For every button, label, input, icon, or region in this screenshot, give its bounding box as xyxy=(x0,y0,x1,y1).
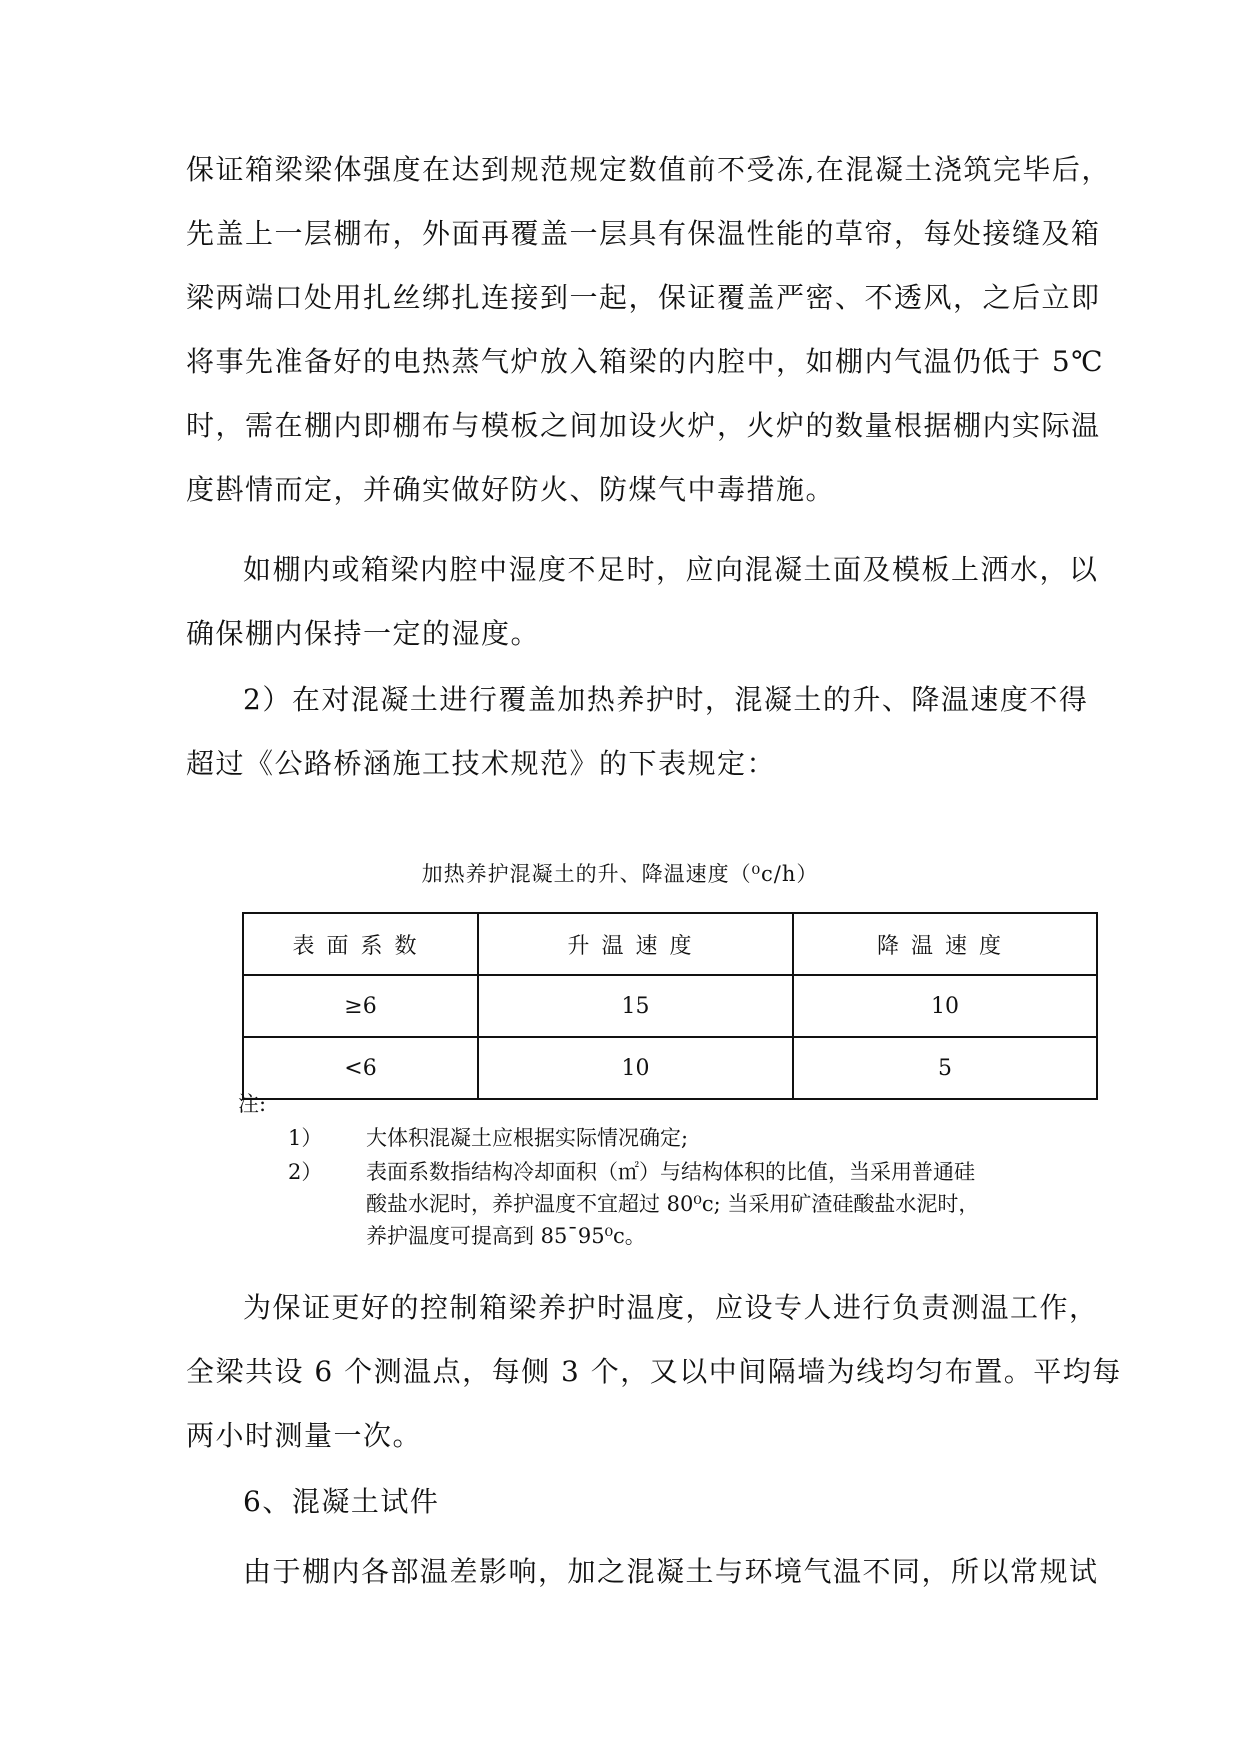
text-line: 度斟情而定，并确实做好防火、防煤气中毒措施。 xyxy=(186,473,836,506)
note-item xyxy=(238,1122,1098,1154)
note-item xyxy=(238,1156,1098,1252)
header-cooling-rate: 降温速度 xyxy=(793,913,1097,975)
section-heading: 6、混凝土试件 xyxy=(243,1485,440,1518)
text-line: 2）在对混凝土进行覆盖加热养护时，混凝土的升、降温速度不得 xyxy=(243,683,1089,716)
header-surface-coefficient: 表面系数 xyxy=(243,913,478,975)
text-line: 两小时测量一次。 xyxy=(186,1419,423,1452)
paragraph-specimens xyxy=(186,1540,1099,1604)
temperature-rate-table xyxy=(242,912,1098,1100)
header-heating-rate: 升温速度 xyxy=(478,913,793,975)
section-heading-test-specimens xyxy=(186,1470,1086,1534)
paragraph-temperature-monitoring xyxy=(186,1276,1122,1468)
text-line: 全梁共设 6 个测温点，每侧 3 个，又以中间隔墙为线均匀布置。平均每 xyxy=(186,1355,1122,1388)
table-cell: 10 xyxy=(793,975,1097,1037)
table-header-row xyxy=(243,913,1097,975)
text-line: 确保棚内保持一定的湿度。 xyxy=(186,617,541,650)
text-line: 如棚内或箱梁内腔中湿度不足时，应向混凝土面及模板上洒水，以 xyxy=(243,553,1099,586)
text-line: 先盖上一层棚布，外面再覆盖一层具有保温性能的草帘，每处接缝及箱 xyxy=(186,217,1101,250)
note-number: 2） xyxy=(288,1160,323,1184)
text-line: 超过《公路桥涵施工技术规范》的下表规定： xyxy=(186,747,777,780)
text-line: 保证箱梁梁体强度在达到规范规定数值前不受冻,在混凝土浇筑完毕后， xyxy=(186,153,1111,186)
paragraph-humidity xyxy=(186,538,1099,666)
note-line: 酸盐水泥时，养护温度不宜超过 80⁰c; 当采用矿渣硅酸盐水泥时， xyxy=(366,1192,980,1216)
table-cell: 15 xyxy=(478,975,793,1037)
paragraph-rate-rule xyxy=(186,668,1089,796)
note-line: 表面系数指结构冷却面积（㎡）与结构体积的比值，当采用普通硅 xyxy=(366,1160,975,1184)
table-notes xyxy=(238,1088,1098,1252)
notes-label: 注: xyxy=(238,1092,267,1116)
text-line: 时，需在棚内即棚布与模板之间加设火炉，火炉的数量根据棚内实际温 xyxy=(186,409,1101,442)
text-line: 梁两端口处用扎丝绑扎连接到一起，保证覆盖严密、不透风，之后立即 xyxy=(186,281,1101,314)
table-cell: 5 xyxy=(793,1037,1097,1099)
table-cell: <6 xyxy=(243,1037,478,1099)
note-line: 大体积混凝土应根据实际情况确定; xyxy=(366,1126,689,1150)
text-line: 将事先准备好的电热蒸气炉放入箱梁的内腔中，如棚内气温仍低于 5℃ xyxy=(186,345,1105,378)
table-row xyxy=(243,975,1097,1037)
table-cell: 10 xyxy=(478,1037,793,1099)
text-line: 为保证更好的控制箱梁养护时温度，应设专人进行负责测温工作， xyxy=(243,1291,1099,1324)
paragraph-insulation-cover xyxy=(186,138,1111,522)
note-line: 养护温度可提高到 85¯95⁰c。 xyxy=(366,1224,646,1248)
table-caption: 加热养护混凝土的升、降温速度（⁰c/h） xyxy=(421,862,819,886)
table-cell: ≥6 xyxy=(243,975,478,1037)
text-line: 由于棚内各部温差影响，加之混凝土与环境气温不同，所以常规试 xyxy=(243,1555,1099,1588)
note-number: 1） xyxy=(288,1126,323,1150)
